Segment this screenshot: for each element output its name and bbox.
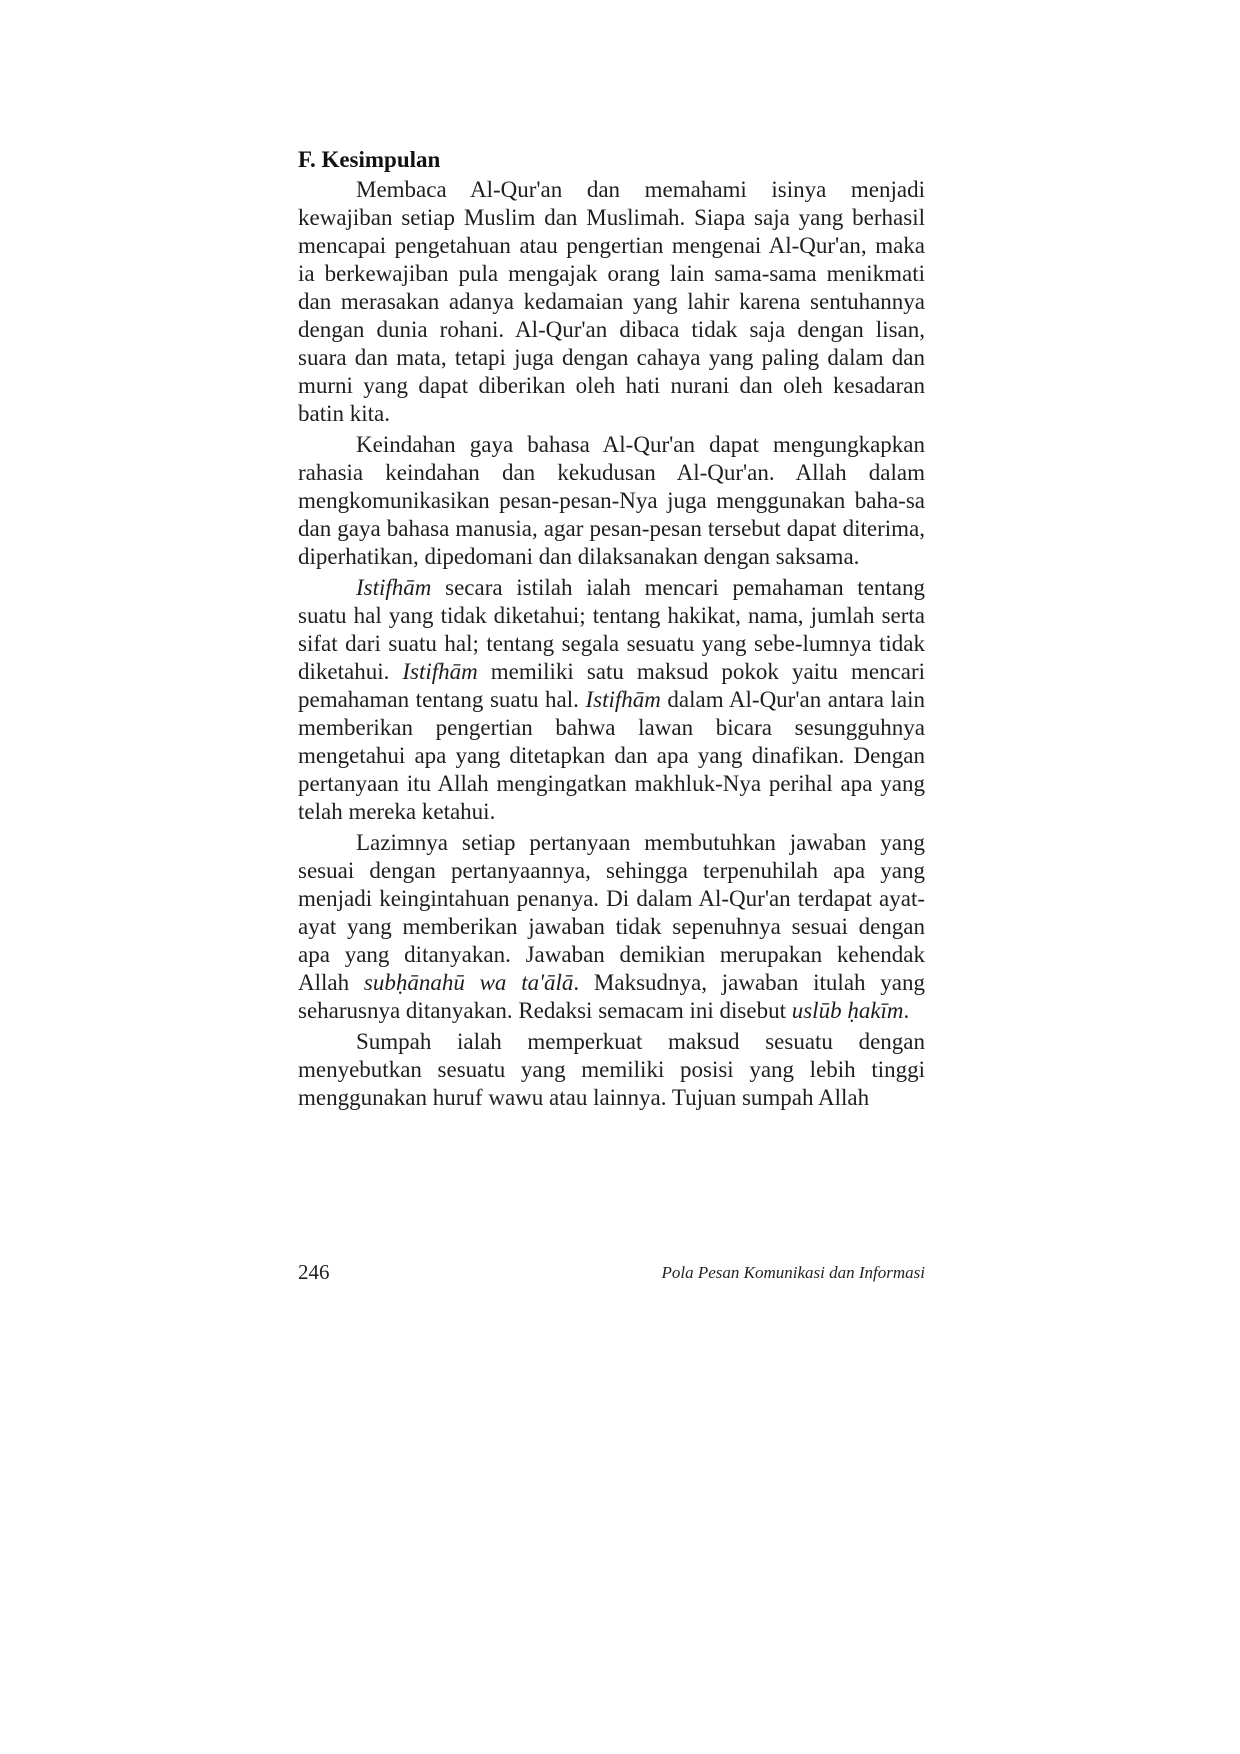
paragraph-text: . <box>903 998 910 1023</box>
paragraph <box>298 176 925 428</box>
paragraph <box>298 1028 925 1112</box>
italic-term: uslūb ḥakīm <box>791 998 904 1023</box>
paragraph-text: Lazimnya setiap pertanyaan membutuhkan jawaban yang sesuai dengan pertanyaannya, sehingga terpenuhilah apa yang menjadi keingintahuan penanya. Di dalam Al-Qur'an terdapat ayat-ayat yang memberikan jawaban tidak sepenuhnya sesuai dengan apa yang ditanyakan. Jawaban demikian merupakan kehendak Allah <box>298 830 925 995</box>
paragraph-text: secara istilah ialah mencari pemahaman tentang suatu hal yang tidak diketahui; tentang hakikat, nama, jumlah serta sifat dari suatu hal; tentang segala sesuatu yang sebe-lumnya tidak diketahui. <box>298 575 925 684</box>
paragraph-text: dalam Al-Qur'an antara lain memberikan pengertian bahwa lawan bicara sesungguhnya mengetahui apa yang ditetapkan dan apa yang dinafikan. Dengan pertanyaan itu Allah mengingatkan makhluk-Nya perihal apa yang telah mereka ketahui. <box>298 687 925 824</box>
italic-term: Istifhām <box>585 687 661 712</box>
paragraph-text: . Maksudnya, jawaban itulah yang seharusnya ditanyakan. Redaksi semacam ini disebut <box>298 970 925 1023</box>
italic-term: Istifhām <box>402 659 478 684</box>
italic-term: subḥānahū wa ta'ālā <box>363 970 574 995</box>
paragraph-text: Keindahan gaya bahasa Al-Qur'an dapat mengungkapkan rahasia keindahan dan kekudusan Al-Qur'an. Allah dalam mengkomunikasikan pesan-pesan-Nya juga menggunakan baha-sa dan gaya bahasa manusia, agar pesan-pesan tersebut dapat diterima, diperhatikan, dipedomani dan dilaksanakan dengan saksama. <box>298 432 925 569</box>
page-footer <box>298 1258 925 1286</box>
page-number: 246 <box>298 1260 330 1284</box>
section-heading: F. Kesimpulan <box>298 147 441 172</box>
text-block <box>298 146 925 1115</box>
italic-term: Istifhām <box>356 575 432 600</box>
paragraph-text: memiliki satu maksud pokok yaitu mencari pemahaman tentang suatu hal. <box>298 659 926 712</box>
paragraph <box>298 829 925 1025</box>
running-title: Pola Pesan Komunikasi dan Informasi <box>661 1263 925 1282</box>
paragraph-text: Sumpah ialah memperkuat maksud sesuatu dengan menyebutkan sesuatu yang memiliki posisi yang lebih tinggi menggunakan huruf wawu atau lainnya. Tujuan sumpah Allah <box>298 1029 925 1110</box>
paragraph <box>298 574 925 826</box>
paragraph-text: Membaca Al-Qur'an dan memahami isinya menjadi kewajiban setiap Muslim dan Muslimah. Siapa saja yang berhasil mencapai pengetahuan atau pengertian mengenai Al-Qur'an, maka ia berkewajiban pula mengajak orang lain sama-sama menikmati dan merasakan adanya kedamaian yang lahir karena sentuhannya dengan dunia rohani. Al-Qur'an dibaca tidak saja dengan lisan, suara dan mata, tetapi juga dengan cahaya yang paling dalam dan murni yang dapat diberikan oleh hati nurani dan oleh kesadaran batin kita. <box>298 177 925 426</box>
paragraph <box>298 431 925 571</box>
